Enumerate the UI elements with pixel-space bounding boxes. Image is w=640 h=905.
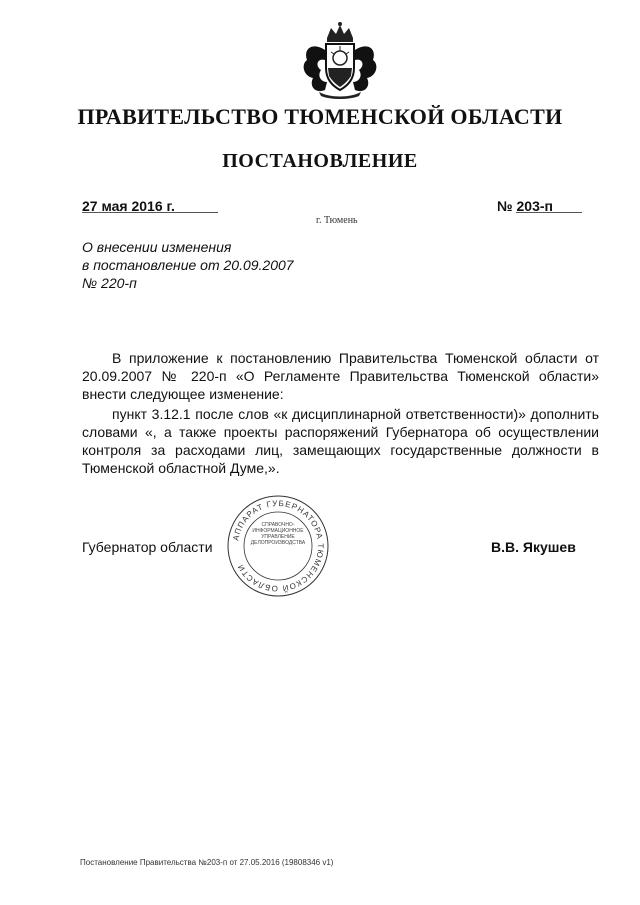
signatory-position: Губернатор области — [82, 539, 213, 555]
subject-line-1: О внесении изменения — [82, 239, 232, 255]
official-stamp — [226, 494, 330, 598]
document-type-heading: ПОСТАНОВЛЕНИЕ — [222, 150, 418, 172]
signatory-name: В.В. Якушев — [491, 539, 576, 555]
date-underline — [82, 212, 218, 213]
document-city: г. Тюмень — [316, 215, 358, 226]
number-underline — [516, 212, 582, 213]
stamp-ring-text: АППАРАТ ГУБЕРНАТОРА ТЮМЕНСКОЙ ОБЛАСТИ — [231, 498, 326, 594]
document-subject — [82, 238, 294, 292]
document-number: № 203-п — [497, 198, 553, 214]
document-date: 27 мая 2016 г. — [82, 198, 175, 214]
body-paragraph-2: пункт 3.12.1 после слов «к дисциплинарной ответственности)» дополнить словами «, а также проекты распоряжений Губернатора об осуществлении контроля за расходами лиц, замещающих государственные должности в Тюменской областной Думе,». — [82, 406, 599, 476]
subject-line-2: в постановление от 20.09.2007 — [82, 257, 294, 273]
subject-line-3: № 220-п — [82, 275, 137, 291]
stamp-center-text: СПРАВОЧНО-ИНФОРМАЦИОННОЕ УПРАВЛЕНИЕ ДЕЛОПРОИЗВОДСТВА — [250, 522, 306, 546]
body-paragraph-1: В приложение к постановлению Правительства Тюменской области от 20.09.2007 № 220-п «О Регламенте Правительства Тюменской области» внести следующее изменение: — [82, 350, 599, 402]
coat-of-arms-icon — [295, 20, 385, 100]
footer-note: Постановление Правительства №203-п от 27.05.2016 (19808346 v1) — [80, 858, 334, 867]
government-title: ПРАВИТЕЛЬСТВО ТЮМЕНСКОЙ ОБЛАСТИ — [77, 104, 563, 129]
